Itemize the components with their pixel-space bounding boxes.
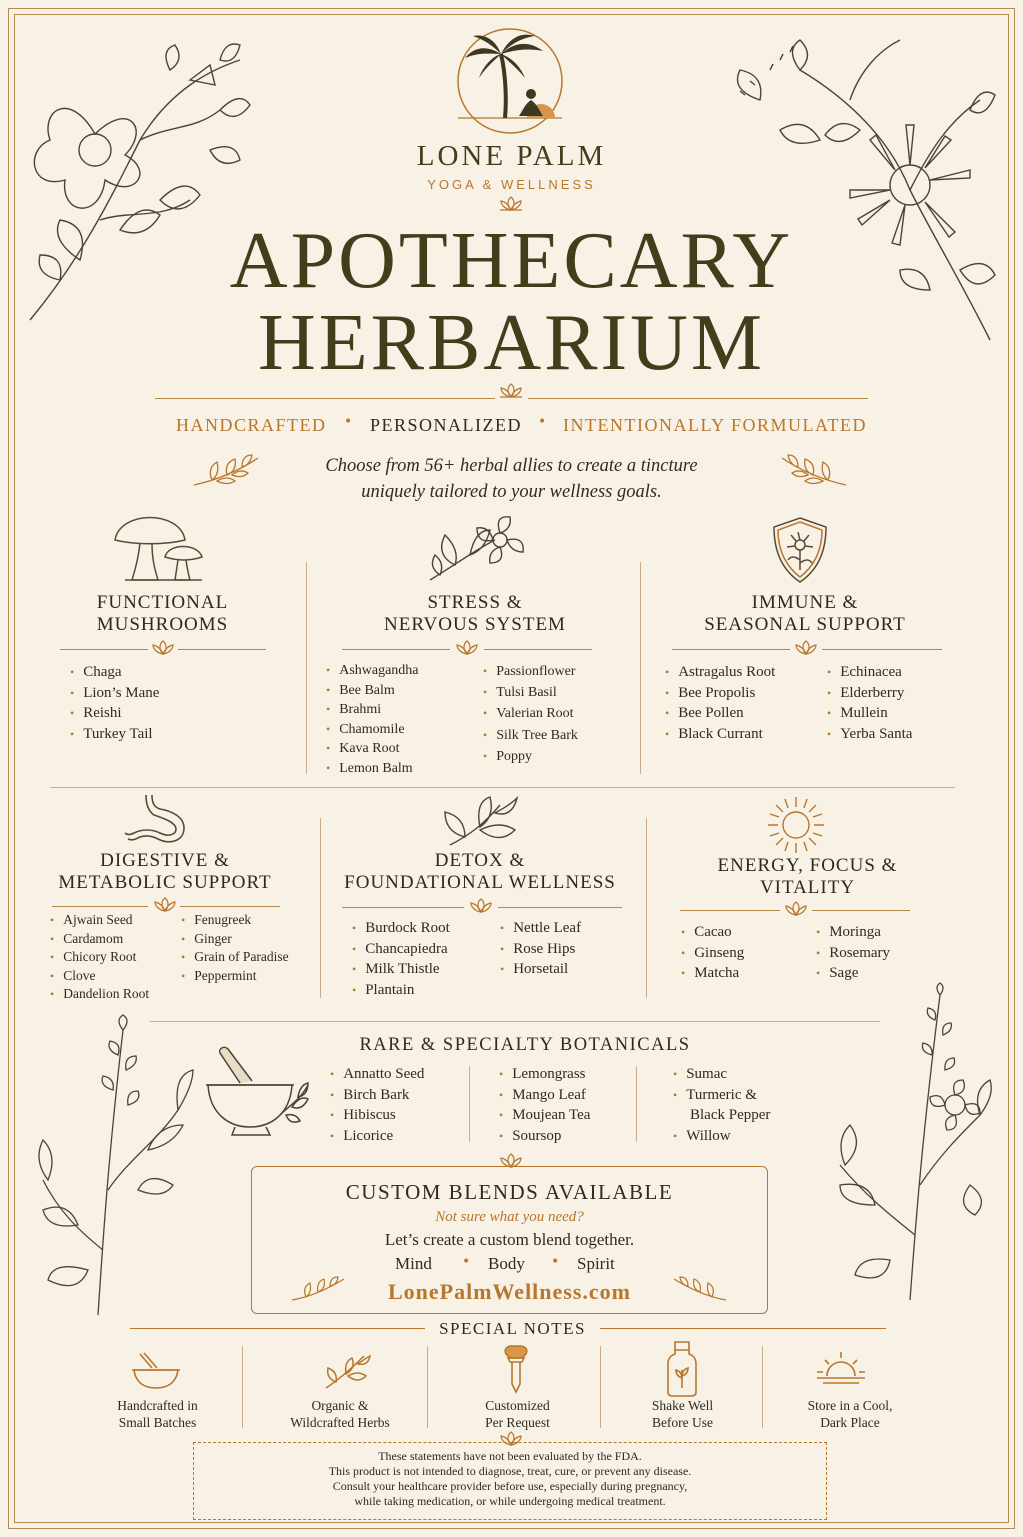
bullet: •	[344, 414, 353, 430]
list-stress-col2	[483, 661, 578, 767]
list-item: • Sage	[816, 963, 890, 984]
divider	[52, 906, 148, 907]
intro-line-2: uniquely tailored to your wellness goals.	[361, 482, 662, 502]
list-item: • Willow	[673, 1126, 770, 1147]
list-detox-col1	[352, 918, 450, 1000]
title-line-1: APOTHECARY	[229, 217, 794, 305]
divider	[812, 910, 910, 911]
list-item: • Hibiscus	[330, 1105, 424, 1126]
list-item: • Brahmi	[326, 700, 419, 720]
mushroom-icon	[110, 505, 205, 585]
list-item: • Soursop	[499, 1126, 590, 1147]
list-item: • Chicory Root	[50, 948, 149, 967]
note-line: Customized	[485, 1398, 550, 1413]
note-line: Store in a Cool,	[807, 1398, 893, 1413]
list-item: • Ginseng	[681, 943, 744, 964]
list-item: • Sumac	[673, 1064, 770, 1085]
note-line: Shake Well	[651, 1398, 714, 1413]
disclaimer-line: These statements have not been evaluated by the FDA.	[378, 1449, 642, 1463]
divider	[672, 649, 790, 650]
list-item: • Grain of Paradise	[181, 948, 289, 967]
tagline-personalized: PERSONALIZED	[370, 415, 522, 435]
list-item: • Annatto Seed	[330, 1064, 424, 1085]
word-spirit: Spirit	[577, 1254, 615, 1273]
column-divider	[762, 1346, 763, 1428]
category-title-line: DETOX &	[434, 850, 526, 871]
category-title-line: MUSHROOMS	[96, 614, 229, 635]
note-line: Before Use	[651, 1415, 714, 1430]
category-title-line: VITALITY	[759, 877, 856, 898]
list-item: • Fenugreek	[181, 911, 289, 930]
lone-palm-logo	[455, 26, 565, 136]
list-item: • Birch Bark	[330, 1085, 424, 1106]
lotus-icon	[468, 898, 494, 914]
note-line: Small Batches	[118, 1415, 197, 1430]
list-item: • Licorice	[330, 1126, 424, 1147]
sunrise-icon	[815, 1348, 867, 1388]
list-item: • Poppy	[483, 746, 578, 767]
column-divider	[646, 818, 647, 998]
bullet: •	[462, 1254, 471, 1270]
list-item: • Milk Thistle	[352, 959, 450, 980]
column-divider	[469, 1066, 470, 1142]
note-shake-well	[620, 1397, 745, 1431]
list-item: • Turmeric &	[673, 1085, 770, 1106]
list-digestive-col1	[50, 911, 149, 1004]
list-item: • Lion’s Mane	[70, 683, 159, 704]
note-store	[775, 1397, 925, 1431]
category-title-line: ENERGY, FOCUS &	[717, 855, 898, 876]
list-rare-col2	[499, 1064, 590, 1146]
column-divider	[427, 1346, 428, 1428]
note-line: Organic &	[311, 1398, 369, 1413]
note-handcrafted	[95, 1397, 220, 1431]
category-title-detox	[330, 850, 630, 894]
category-title-line: METABOLIC SUPPORT	[58, 872, 272, 893]
leaf-sprig-icon	[320, 1352, 372, 1392]
lotus-icon	[498, 196, 524, 212]
category-title-rare: RARE & SPECIALTY BOTANICALS	[359, 1035, 691, 1055]
list-item: • Mullein	[827, 703, 912, 724]
row-divider	[150, 1021, 880, 1022]
list-mushrooms	[70, 662, 159, 744]
flowering-herb-illustration-bottom-right	[820, 985, 995, 1305]
divider	[178, 649, 266, 650]
divider	[680, 910, 780, 911]
column-divider	[636, 1066, 637, 1142]
category-title-line: SEASONAL SUPPORT	[704, 614, 906, 635]
list-item: • Peppermint	[181, 967, 289, 986]
category-title-line: IMMUNE &	[751, 592, 859, 613]
list-item: • Turkey Tail	[70, 724, 159, 745]
note-customized	[450, 1397, 585, 1431]
note-line: Handcrafted in	[117, 1398, 198, 1413]
list-item: • Chamomile	[326, 720, 419, 740]
title-line-2: HERBARIUM	[257, 299, 766, 387]
list-item: • Elderberry	[827, 683, 912, 704]
divider	[342, 907, 464, 908]
list-item: • Silk Tree Bark	[483, 725, 578, 746]
website-link[interactable]: LonePalmWellness.com	[387, 1279, 632, 1304]
mortar-pestle-illustration	[200, 1045, 310, 1140]
row-divider	[50, 787, 955, 788]
list-item: • Lemon Balm	[326, 759, 419, 779]
list-item: • Lemongrass	[499, 1064, 590, 1085]
sun-icon	[763, 795, 829, 855]
divider	[528, 398, 868, 399]
category-title-energy	[665, 855, 950, 899]
list-energy-col1	[681, 922, 744, 984]
divider	[498, 907, 622, 908]
list-energy-col2	[816, 922, 890, 984]
list-item: • Matcha	[681, 963, 744, 984]
list-detox-col2	[500, 918, 581, 980]
intro-text	[200, 453, 823, 505]
category-title-stress	[330, 592, 620, 636]
category-title-digestive	[45, 850, 285, 894]
list-item: • Astragalus Root	[665, 662, 775, 683]
list-item: • Cacao	[681, 922, 744, 943]
column-divider	[600, 1346, 601, 1428]
flower-sprig-icon	[425, 510, 525, 585]
list-item: • Horsetail	[500, 959, 581, 980]
list-item: • Valerian Root	[483, 703, 578, 724]
list-item: • Black Currant	[665, 724, 775, 745]
disclaimer-line: while taking medication, or while undergoing medical treatment.	[354, 1494, 666, 1508]
list-item: • Cardamom	[50, 930, 149, 949]
list-item: • Yerba Santa	[827, 724, 912, 745]
list-rare-col1	[330, 1064, 424, 1146]
intro-line-1: Choose from 56+ herbal allies to create a tincture	[325, 456, 698, 476]
list-item: • Bee Balm	[326, 681, 419, 701]
list-digestive-col2	[181, 911, 289, 985]
note-organic	[265, 1397, 415, 1431]
list-item: • Moringa	[816, 922, 890, 943]
list-item: • Kava Root	[326, 739, 419, 759]
dropper-icon	[498, 1344, 534, 1396]
category-title-line: STRESS &	[427, 592, 523, 613]
list-item: • Rose Hips	[500, 939, 581, 960]
list-item: • Chaga	[70, 662, 159, 683]
lotus-icon	[152, 897, 178, 913]
category-title-line: FOUNDATIONAL WELLNESS	[344, 872, 616, 893]
list-item: • Moujean Tea	[499, 1105, 590, 1126]
list-item: • Nettle Leaf	[500, 918, 581, 939]
list-item: • Rosemary	[816, 943, 890, 964]
category-title-line: DIGESTIVE &	[100, 850, 230, 871]
list-item: • Plantain	[352, 980, 450, 1001]
shield-echinacea-icon	[770, 515, 830, 585]
brand-subtitle: YOGA & WELLNESS	[427, 177, 596, 192]
list-immune-col2	[827, 662, 912, 744]
lotus-icon	[793, 640, 819, 656]
disclaimer-line: Consult your healthcare provider before use, especially during pregnancy,	[332, 1479, 688, 1493]
note-line: Wildcrafted Herbs	[290, 1415, 390, 1430]
column-divider	[306, 562, 307, 774]
list-item: • Echinacea	[827, 662, 912, 683]
list-item: • Chancapiedra	[352, 939, 450, 960]
divider	[484, 649, 592, 650]
stomach-icon	[122, 793, 192, 848]
lotus-icon	[150, 640, 176, 656]
list-item: • Bee Propolis	[665, 683, 775, 704]
category-title-line: NERVOUS SYSTEM	[384, 614, 566, 635]
list-item: • Bee Pollen	[665, 703, 775, 724]
list-item: • Passionflower	[483, 661, 578, 682]
herb-illustration-bottom-left	[28, 1010, 198, 1320]
lotus-icon	[783, 901, 809, 917]
category-title-mushrooms	[50, 592, 275, 636]
list-item: • Tulsi Basil	[483, 682, 578, 703]
custom-question: Not sure what you need?	[435, 1209, 584, 1225]
list-item: • Ajwain Seed	[50, 911, 149, 930]
divider	[342, 649, 450, 650]
bottle-icon	[665, 1340, 699, 1398]
custom-title: CUSTOM BLENDS AVAILABLE	[345, 1180, 674, 1204]
divider	[180, 906, 280, 907]
list-item: • Ginger	[181, 930, 289, 949]
bullet: •	[538, 414, 547, 430]
list-item: • Clove	[50, 967, 149, 986]
list-item: • Dandelion Root	[50, 985, 149, 1004]
column-divider	[640, 562, 641, 774]
divider	[155, 398, 495, 399]
list-item: Black Pepper	[690, 1107, 771, 1123]
lotus-icon	[454, 640, 480, 656]
list-rare-col3	[673, 1064, 770, 1146]
word-body: Body	[488, 1254, 525, 1273]
list-item: • Reishi	[70, 703, 159, 724]
list-item: • Mango Leaf	[499, 1085, 590, 1106]
category-title-line: FUNCTIONAL	[96, 592, 229, 613]
list-immune-col1	[665, 662, 775, 744]
divider	[60, 649, 148, 650]
note-line: Dark Place	[820, 1415, 880, 1430]
lotus-icon	[498, 383, 524, 399]
column-divider	[242, 1346, 243, 1428]
disclaimer-text	[193, 1449, 827, 1509]
divider	[130, 1328, 425, 1329]
list-item: • Ashwagandha	[326, 661, 419, 681]
category-title-immune	[660, 592, 950, 636]
column-divider	[320, 818, 321, 998]
tagline-handcrafted: HANDCRAFTED	[176, 415, 327, 435]
bullet: •	[551, 1254, 560, 1270]
brand-name: LONE PALM	[416, 140, 607, 172]
divider	[822, 649, 942, 650]
word-mind: Mind	[395, 1254, 432, 1273]
list-item: • Burdock Root	[352, 918, 450, 939]
custom-text: Let’s create a custom blend together.	[384, 1230, 635, 1249]
list-stress-col1	[326, 661, 419, 779]
special-notes-title: SPECIAL NOTES	[439, 1319, 586, 1338]
divider	[600, 1328, 886, 1329]
mortar-pestle-icon	[130, 1352, 182, 1392]
leaf-sprig-icon	[440, 795, 520, 850]
tagline-intentional: INTENTIONALLY FORMULATED	[563, 415, 867, 435]
disclaimer-line: This product is not intended to diagnose, treat, cure, or prevent any disease.	[328, 1464, 692, 1478]
note-line: Per Request	[485, 1415, 550, 1430]
